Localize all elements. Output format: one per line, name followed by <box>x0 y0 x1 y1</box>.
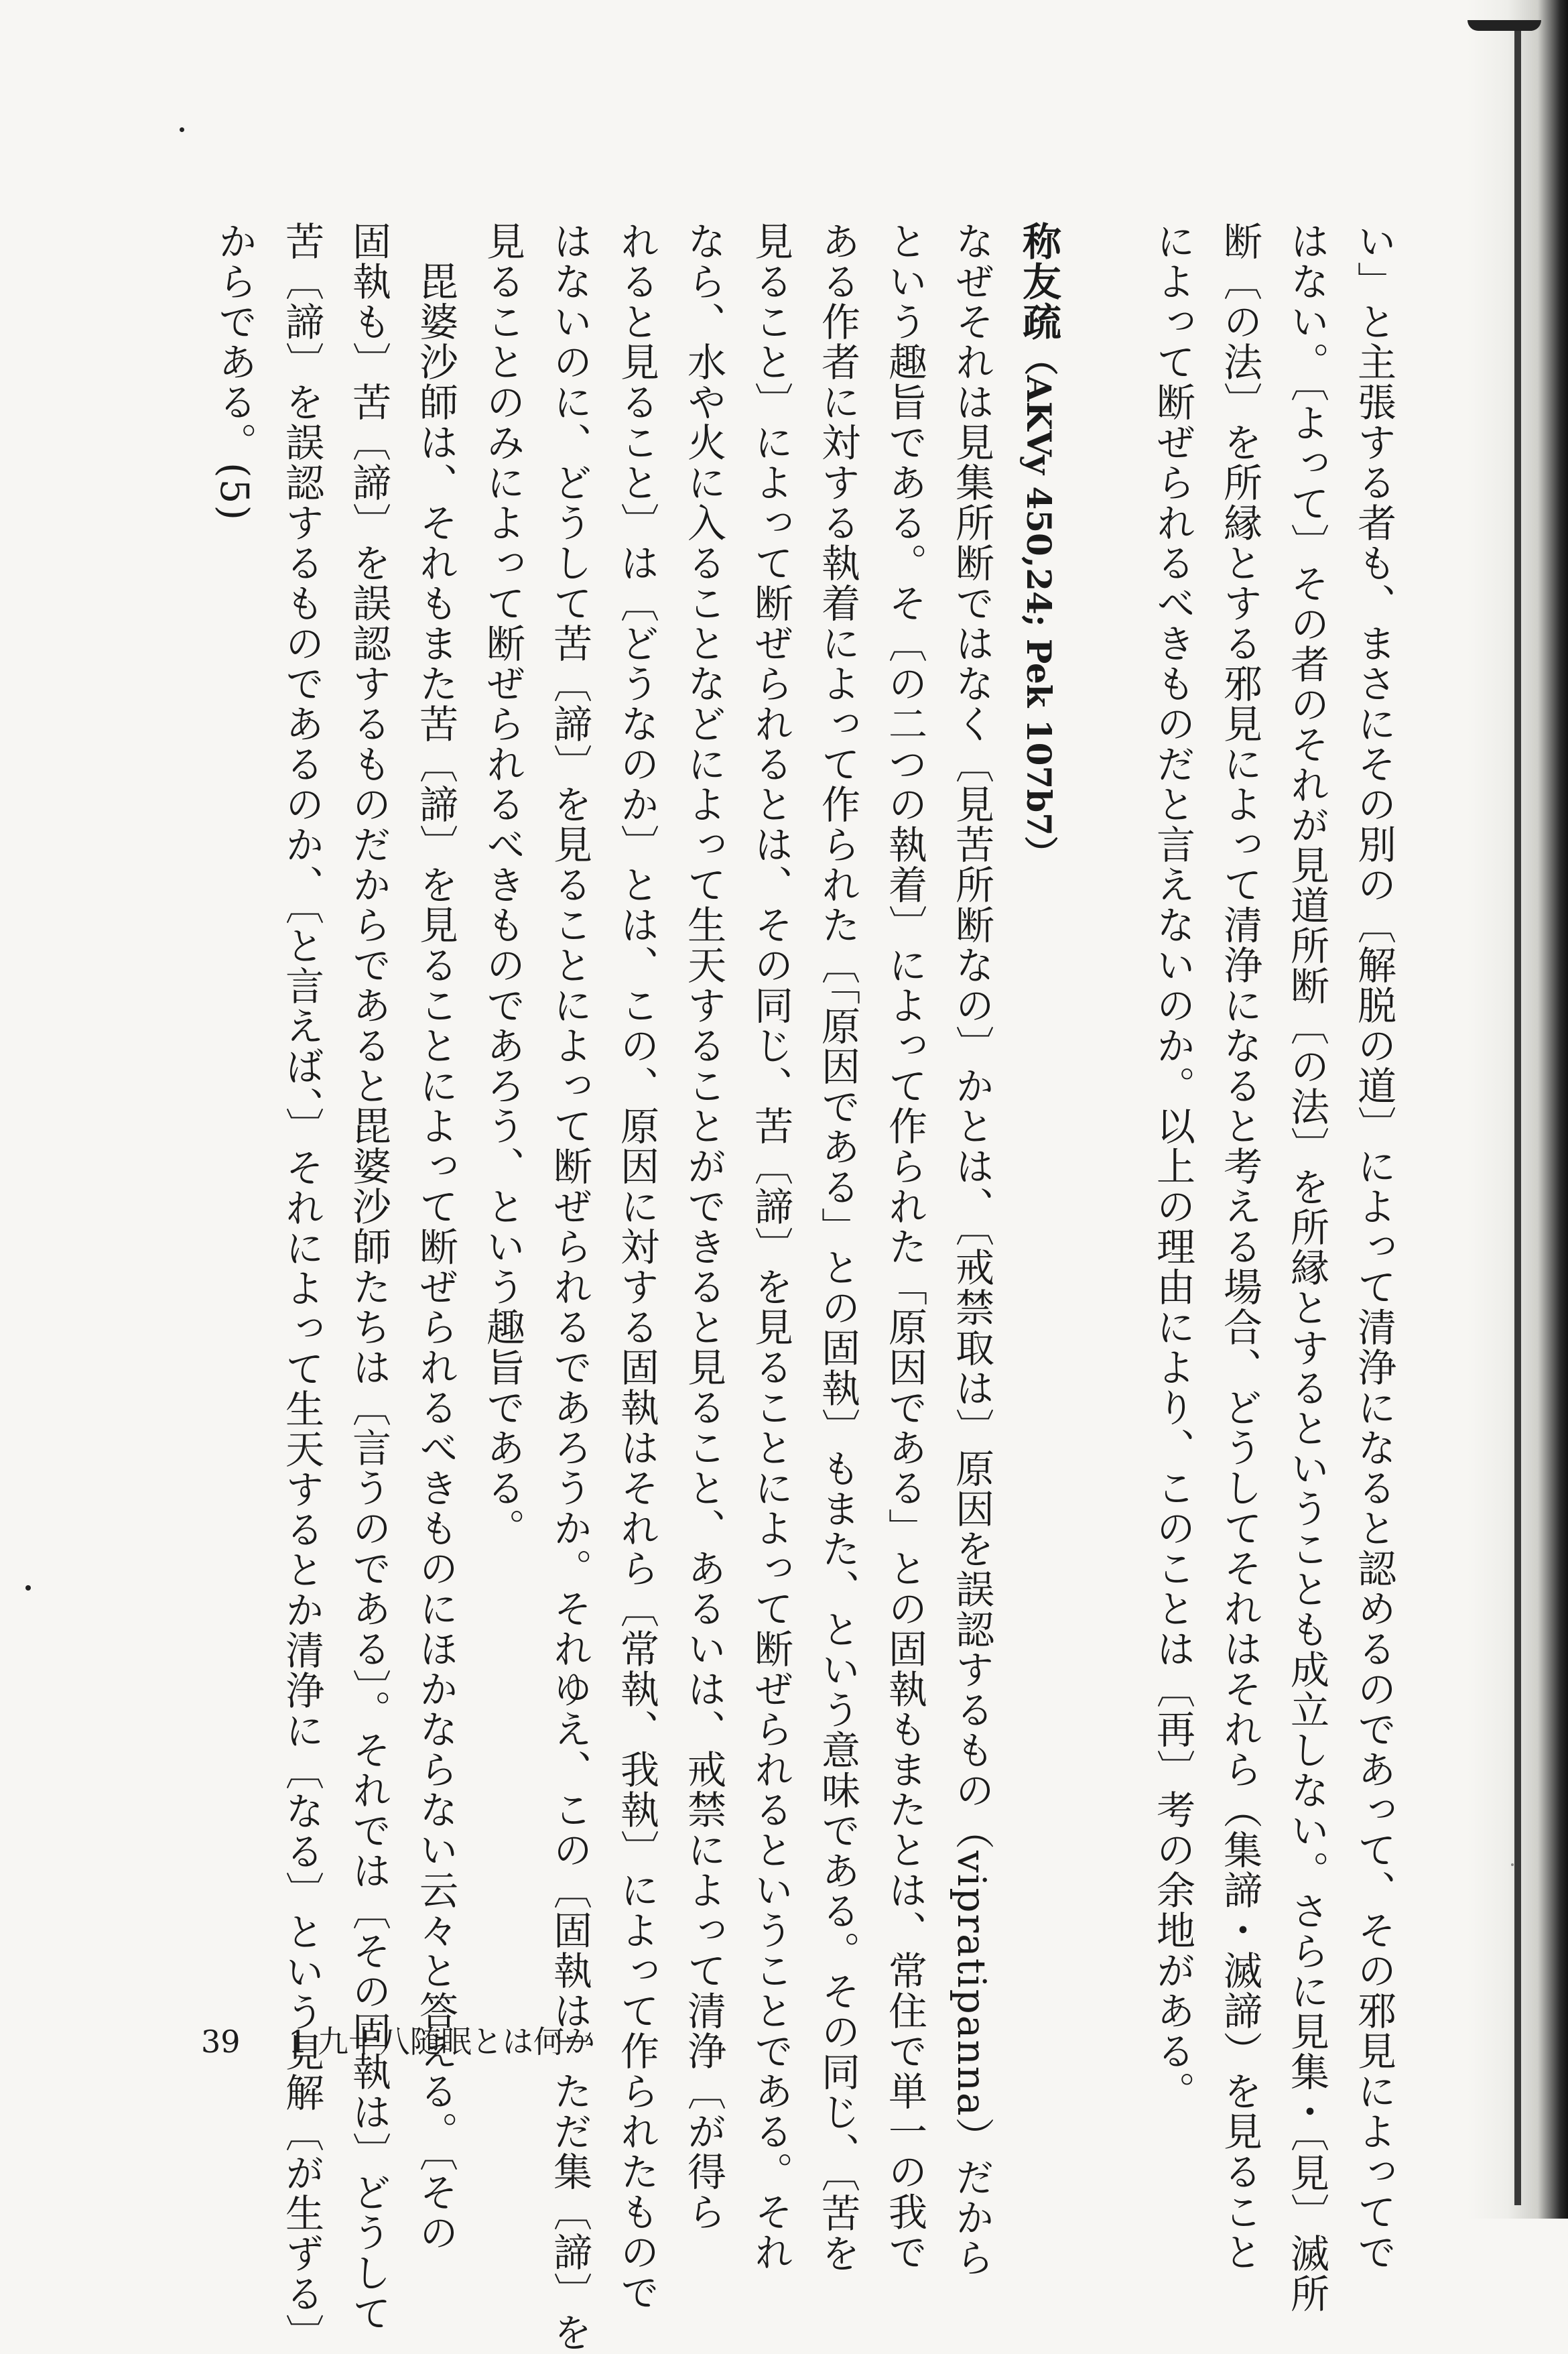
text-line: はないのに、どうして苦〔諦〕を見ることによって断ぜられるであろうか。それゆえ、この〔固執は〕ただ集〔諦〕を <box>547 221 592 2353</box>
text-line: からである。(5) <box>212 221 257 522</box>
text-line: はない。〔よって〕その者のそれが見道所断〔の法〕を所縁とするということも成立しない。さらに見集・〔見〕滅所 <box>1284 221 1329 2314</box>
text-line: 毘婆沙師は、それもまた苦〔諦〕を見ることによって断ぜられるべきものにほかならない云々と答える。〔その <box>413 221 458 2253</box>
text-line: い」と主張する者も、まさにその別の〔解脱の道〕によって清浄になると認めるのであって、その邪見によってで <box>1351 221 1396 2272</box>
scan-speck <box>180 127 184 132</box>
page-footer <box>201 2018 595 2062</box>
text-line: なら、水や火に入ることなどによって生天することができると見ること、あるいは、戒禁によって清浄〔が得ら <box>681 221 726 2232</box>
binding-shadow-line <box>1514 27 1521 2205</box>
text-line: ある作者に対する執着によって作られた〔「原因である」との固執〕もまた、という意味である。その同じ、〔苦を <box>815 221 860 2274</box>
text-line: なぜそれは見集所断ではなく〔見苦所断なの〕かとは、〔戒禁取は〕原因を誤認するもの（vipratipanna）だから <box>949 221 994 2278</box>
text-line: という趣旨である。そ〔の二つの執着〕によって作られた「原因である」との固執もまたとは、常住で単一の我で <box>882 221 927 2272</box>
text-line: によって断ぜられるべきものだと言えないのか。以上の理由により、このことは〔再〕考の余地がある。 <box>1150 221 1195 2111</box>
section-heading <box>1005 221 1072 1991</box>
heading-reference: （AKVy 450,24; Pek 107b7） <box>1019 342 1059 869</box>
text-line: 苦〔諦〕を誤認するものであるのか、〔と言えば、〕それによって生天するとか清浄に〔なる〕という見解〔が生ずる〕 <box>279 221 324 2354</box>
page-number: 39 <box>201 2024 241 2060</box>
text-line: 断〔の法〕を所縁とする邪見によって清浄になると考える場合、どうしてそれはそれら（集諦・滅諦）を見ること <box>1217 221 1262 2272</box>
scan-speck <box>1511 1863 1514 1866</box>
text-line: れると見ること〕は〔どうなのか〕とは、この、原因に対する固執はそれら〔常執、我執〕によって作られたもので <box>614 221 659 2312</box>
section-gap <box>1072 221 1139 1991</box>
text-line: 見ることのみによって断ぜられるべきものであろう、という趣旨である。 <box>480 221 525 1548</box>
binding-notch <box>1467 20 1541 31</box>
heading-label: 称友疏 <box>1016 221 1061 342</box>
text-line: 固執も〕苦〔諦〕を誤認するものだからであると毘婆沙師たちは〔言うのである〕。それでは〔その固執は〕どうして <box>346 221 391 2333</box>
running-title: 1 九十八随眠とは何か <box>288 2024 595 2060</box>
text-line: 見ること〕によって断ぜられるとは、その同じ、苦〔諦〕を見ることによって断ぜられるということである。それ <box>748 221 793 2272</box>
scan-speck <box>25 1585 31 1591</box>
